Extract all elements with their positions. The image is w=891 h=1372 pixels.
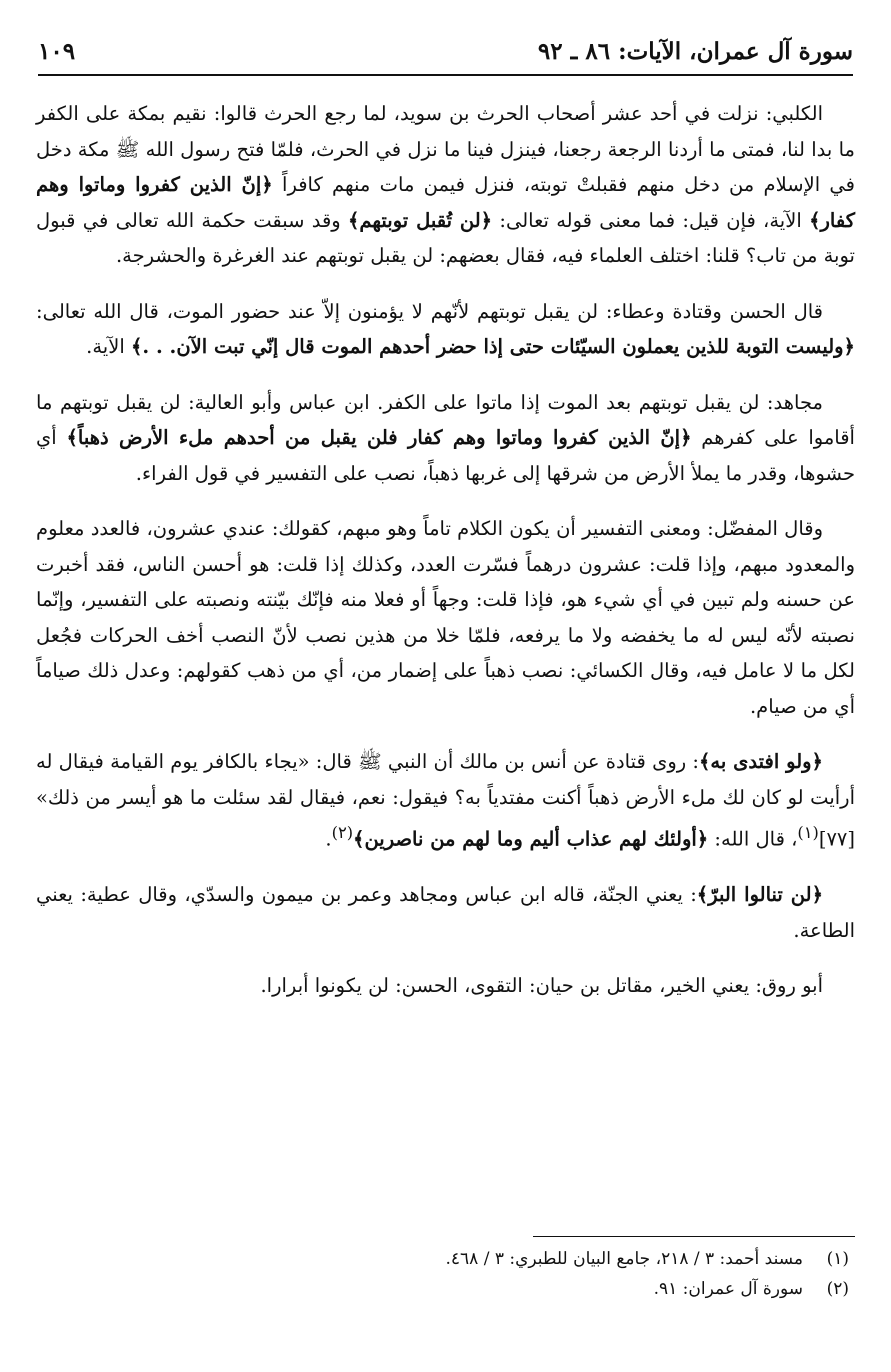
paragraph-text: ، قال الله: bbox=[708, 827, 798, 851]
running-title: سورة آل عمران، الآيات: ٨٦ ـ ٩٢ bbox=[537, 38, 853, 65]
paragraph-mufaddal bbox=[36, 511, 855, 724]
footnotes bbox=[42, 1244, 849, 1304]
footnote-item bbox=[42, 1274, 849, 1304]
paragraph-text: الآية، فإن قيل: فما معنى قوله تعالى: bbox=[492, 208, 810, 232]
quran-verse: ﴿لن تُقبل توبتهم﴾ bbox=[348, 208, 493, 232]
paragraph-iftada bbox=[36, 744, 855, 857]
quran-verse: ﴿وليست التوبة للذين يعملون السيّئات حتى إذا حضر أحدهم الموت قال إنّي تبت الآن. . .﴾ bbox=[130, 335, 855, 358]
paragraph-text: مجاهد: لن يقبل توبتهم بعد الموت إذا ماتوا على الكفر. ابن عباس وأبو العالية: لن يقبل توبتهم ما أقاموا على كفرهم bbox=[36, 390, 855, 449]
paragraph-abu-rawq bbox=[36, 968, 855, 1004]
quran-verse: ﴿إنّ الذين كفروا وماتوا وهم كفار﴾ bbox=[36, 173, 855, 232]
page-number: ١٠٩ bbox=[38, 38, 76, 65]
footnote-item bbox=[42, 1244, 849, 1274]
paragraph-text: الآية. bbox=[86, 335, 131, 358]
paragraph-text: : روى قتادة عن أنس بن مالك أن النبي ﷺ قال: «يجاء بالكافر يوم القيامة فيقال له أرأيت لو كان لك ملء الأرض ذهباً أكنت مفتدياً به؟ فيقول: نعم، فيقال لقد سئلت ما هو أيسر من ذلك» [٧٧] bbox=[36, 750, 855, 851]
paragraph-text: أي حشوها، وقدر ما يملأ الأرض من شرقها إلى غربها ذهباً، نصب على التفسير في قول الفراء. bbox=[36, 426, 855, 485]
paragraph-text: : يعني الجنّة، قاله ابن عباس ومجاهد وعمر بن ميمون والسدّي، وقال عطية: يعني الطاعة. bbox=[36, 883, 855, 942]
page-body bbox=[36, 96, 855, 1024]
quran-verse: ﴿أولئك لهم عذاب أليم وما لهم من ناصرين﴾ bbox=[353, 827, 709, 851]
footnote-text: مسند أحمد: ٣ / ٢١٨، جامع البيان للطبري: ٣ / ٤٦٨. bbox=[445, 1249, 803, 1269]
footnote-marker: (٢) bbox=[331, 823, 354, 842]
quran-verse: ﴿لن تنالوا البرّ﴾ bbox=[696, 883, 823, 906]
quran-verse: ﴿ولو افتدى به﴾ bbox=[699, 750, 823, 773]
paragraph-text: . bbox=[325, 827, 332, 851]
paragraph-text: وقال المفضّل: ومعنى التفسير أن يكون الكلام تاماً وهو مبهم، كقولك: عندي عشرون، فالعدد معلوم والمعدود مبهم، وإذا قلت: عشرون درهماً فسّرت العدد، وكذلك إذا قلت: هو أحسن الناس، فقد أخبرت عن حسنه ولم تبين في أي شيء هو، فإذا قلت: وجهاً أو فعلا منه فإنّك بيّنته ونصبته على التفسير، وإنّما نصبته لأنّه ليس له ما يخفضه ولا ما يرفعه، فلمّا خلا من هذين نصب لأنّ النصب أخف الحركات فجُعل لكل ما لا عامل فيه، وقال الكسائي: نصب ذهباً على إضمار من، أي من ذهب كقولهم: وعدل ذلك صياماً أي من صيام. bbox=[36, 517, 855, 718]
footnote-text: سورة آل عمران: ٩١. bbox=[653, 1279, 803, 1299]
footnote-rule bbox=[533, 1236, 855, 1237]
quran-verse: ﴿إنّ الذين كفروا وماتوا وهم كفار فلن يقبل من أحدهم ملء الأرض ذهباً﴾ bbox=[66, 426, 692, 449]
footnote-number: (١) bbox=[826, 1249, 849, 1269]
paragraph-kalbi bbox=[36, 96, 855, 274]
paragraph-text: وقد سبقت حكمة الله تعالى في قبول توبة من تاب؟ قلنا: اختلف العلماء فيه، فقال بعضهم: لن يقبل توبتهم عند الغرغرة والحشرجة. bbox=[36, 208, 855, 267]
paragraph-mujahid bbox=[36, 385, 855, 492]
paragraph-text: أبو روق: يعني الخير، مقاتل بن حيان: التقوى، الحسن: لن يكونوا أبرارا. bbox=[260, 974, 823, 997]
page-header bbox=[38, 32, 853, 76]
footnote-marker: (١) bbox=[797, 823, 819, 842]
paragraph-text: الكلبي: نزلت في أحد عشر أصحاب الحرث بن سويد، لما رجع الحرث قالوا: نقيم بمكة على الكفر ما بدا لنا، فمتى ما أردنا الرجعة رجعنا، فينزل فينا ما نزل في الحرث، فلمّا فتح رسول الله ﷺ مكة دخل في الإسلام من دخل منهم فقبلتْ توبته، فنزل فيمن مات منهم كافراً bbox=[36, 102, 856, 196]
paragraph-hasan bbox=[36, 294, 855, 365]
footnote-number: (٢) bbox=[826, 1279, 849, 1299]
header-rule bbox=[38, 74, 853, 76]
paragraph-text: قال الحسن وقتادة وعطاء: لن يقبل توبتهم لأنّهم لا يؤمنون إلاّ عند حضور الموت، قال الله تعالى: bbox=[36, 299, 823, 323]
paragraph-birr bbox=[36, 877, 855, 948]
